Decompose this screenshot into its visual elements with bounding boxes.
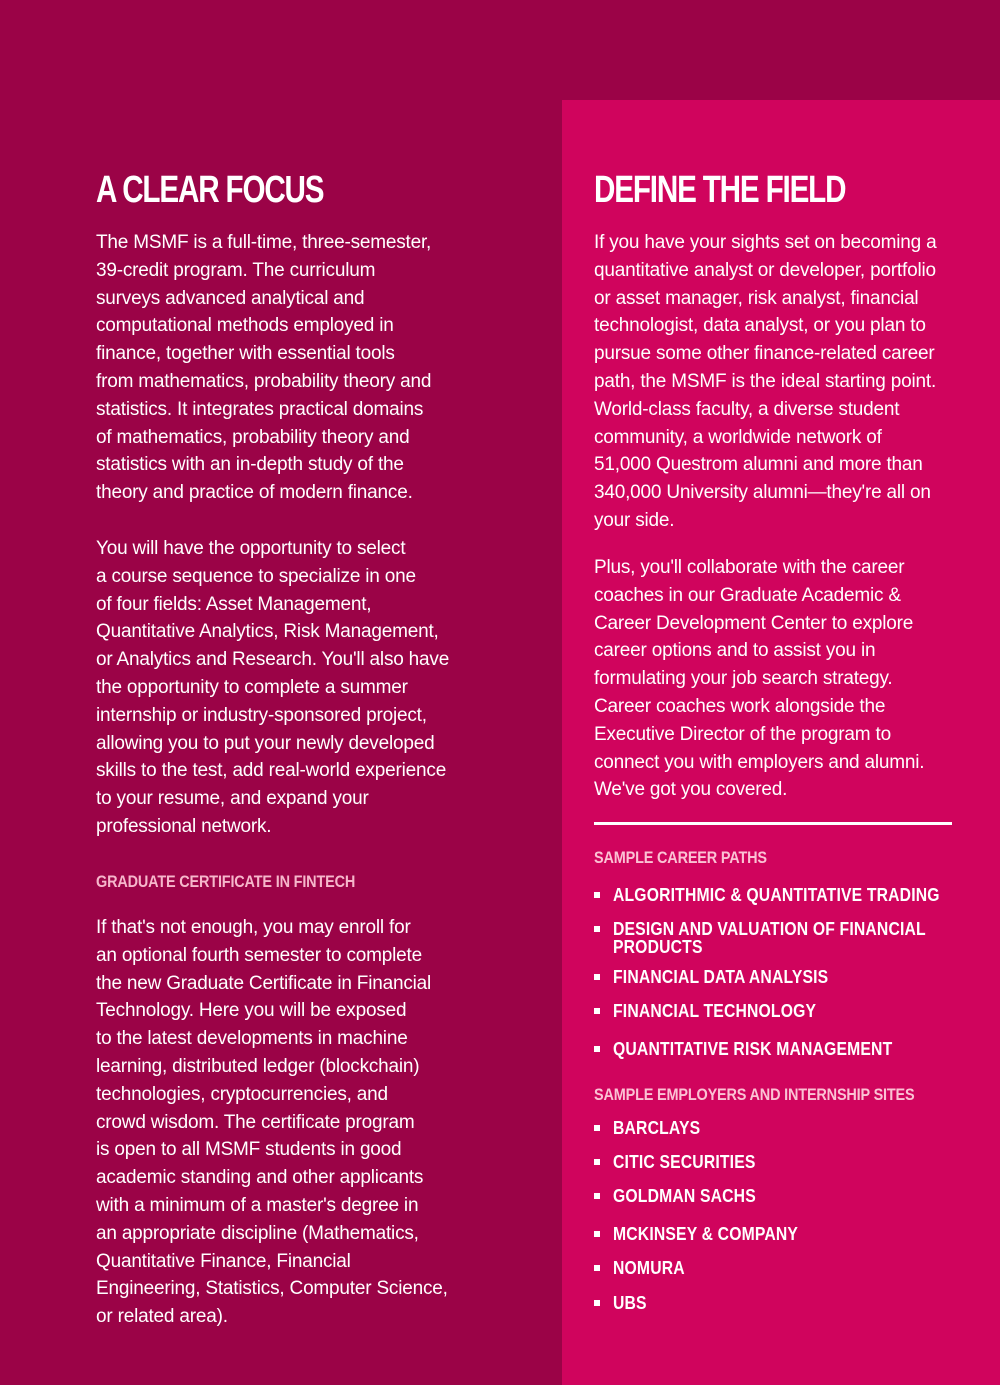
square-bullet-icon (594, 1265, 600, 1271)
square-bullet-icon (594, 974, 600, 980)
career-path-label: FINANCIAL DATA ANALYSIS (613, 966, 829, 987)
career-path-label: QUANTITATIVE RISK MANAGEMENT (613, 1038, 893, 1059)
career-path-label: DESIGN AND VALUATION OF FINANCIAL PRODUCTS (613, 918, 926, 957)
square-bullet-icon (594, 1008, 600, 1014)
fintech-subheading: GRADUATE CERTIFICATE IN FINTECH (96, 872, 356, 891)
left-paragraph-1: The MSMF is a full-time, three-semester, 39-credit program. The curriculum surveys advanced analytical and computational methods employed in finance, together with essential tools from mathematics, probability theory and statistics. It integrates practical domains of mathematics, probability theory and statistics with an in-depth study of the theory and practice of modern finance. (96, 232, 432, 504)
employer-label: MCKINSEY & COMPANY (613, 1223, 799, 1244)
employer-label: NOMURA (613, 1257, 685, 1278)
employers-heading: SAMPLE EMPLOYERS AND INTERNSHIP SITES (594, 1085, 915, 1104)
right-heading: DEFINE THE FIELD (594, 169, 846, 211)
employer-label: GOLDMAN SACHS (613, 1185, 756, 1206)
section-divider (594, 822, 952, 825)
square-bullet-icon (594, 1159, 600, 1165)
employer-label: CITIC SECURITIES (613, 1151, 756, 1172)
career-path-label: FINANCIAL TECHNOLOGY (613, 1000, 817, 1021)
employer-label: BARCLAYS (613, 1117, 701, 1138)
right-paragraph-1: If you have your sights set on becoming a quantitative analyst or developer, portfolio or asset manager, risk analyst, financial technologist, data analyst, or you plan to pursue some other finance-related career path, the MSMF is the ideal starting point. World-class faculty, a diverse student community, a worldwide network of 51,000 Questrom alumni and more than 340,000 University alumni—they're all on your side. (594, 232, 937, 531)
career-path-label: ALGORITHMIC & QUANTITATIVE TRADING (613, 884, 940, 905)
right-panel (562, 100, 1000, 1385)
square-bullet-icon (594, 1300, 600, 1306)
square-bullet-icon (594, 892, 600, 898)
left-paragraph-2: You will have the opportunity to select a course sequence to specialize in one of four fields: Asset Management, Quantitative Analytics, Risk Management, or Analytics and Research. You'll also have the opportunity to complete a summer internship or industry-sponsored project, allowing you to put your newly developed skills to the test, add real-world experience to your resume, and expand your professional network. (96, 538, 450, 837)
career-paths-heading: SAMPLE CAREER PATHS (594, 848, 767, 867)
left-paragraph-3: If that's not enough, you may enroll for an optional fourth semester to complete the new Graduate Certificate in Financial Technology. Here you will be exposed to the latest developments in machine learning, distributed ledger (blockchain) technologies, cryptocurrencies, and crowd wisdom. The certificate program is open to all MSMF students in good academic standing and other applicants with a minimum of a master's degree in an appropriate discipline (Mathematics, Quantitative Finance, Financial Engineering, Statistics, Computer Science, or related area). (96, 917, 448, 1328)
square-bullet-icon (594, 1125, 600, 1131)
left-heading: A CLEAR FOCUS (96, 169, 324, 211)
square-bullet-icon (594, 1193, 600, 1199)
square-bullet-icon (594, 1046, 600, 1052)
square-bullet-icon (594, 1231, 600, 1237)
square-bullet-icon (594, 926, 600, 932)
employer-label: UBS (613, 1292, 647, 1313)
right-paragraph-2: Plus, you'll collaborate with the career coaches in our Graduate Academic & Career Development Center to explore career options and to assist you in formulating your job search strategy. Career coaches work alongside the Executive Director of the program to connect you with employers and alumni. We've got you covered. (594, 557, 925, 801)
